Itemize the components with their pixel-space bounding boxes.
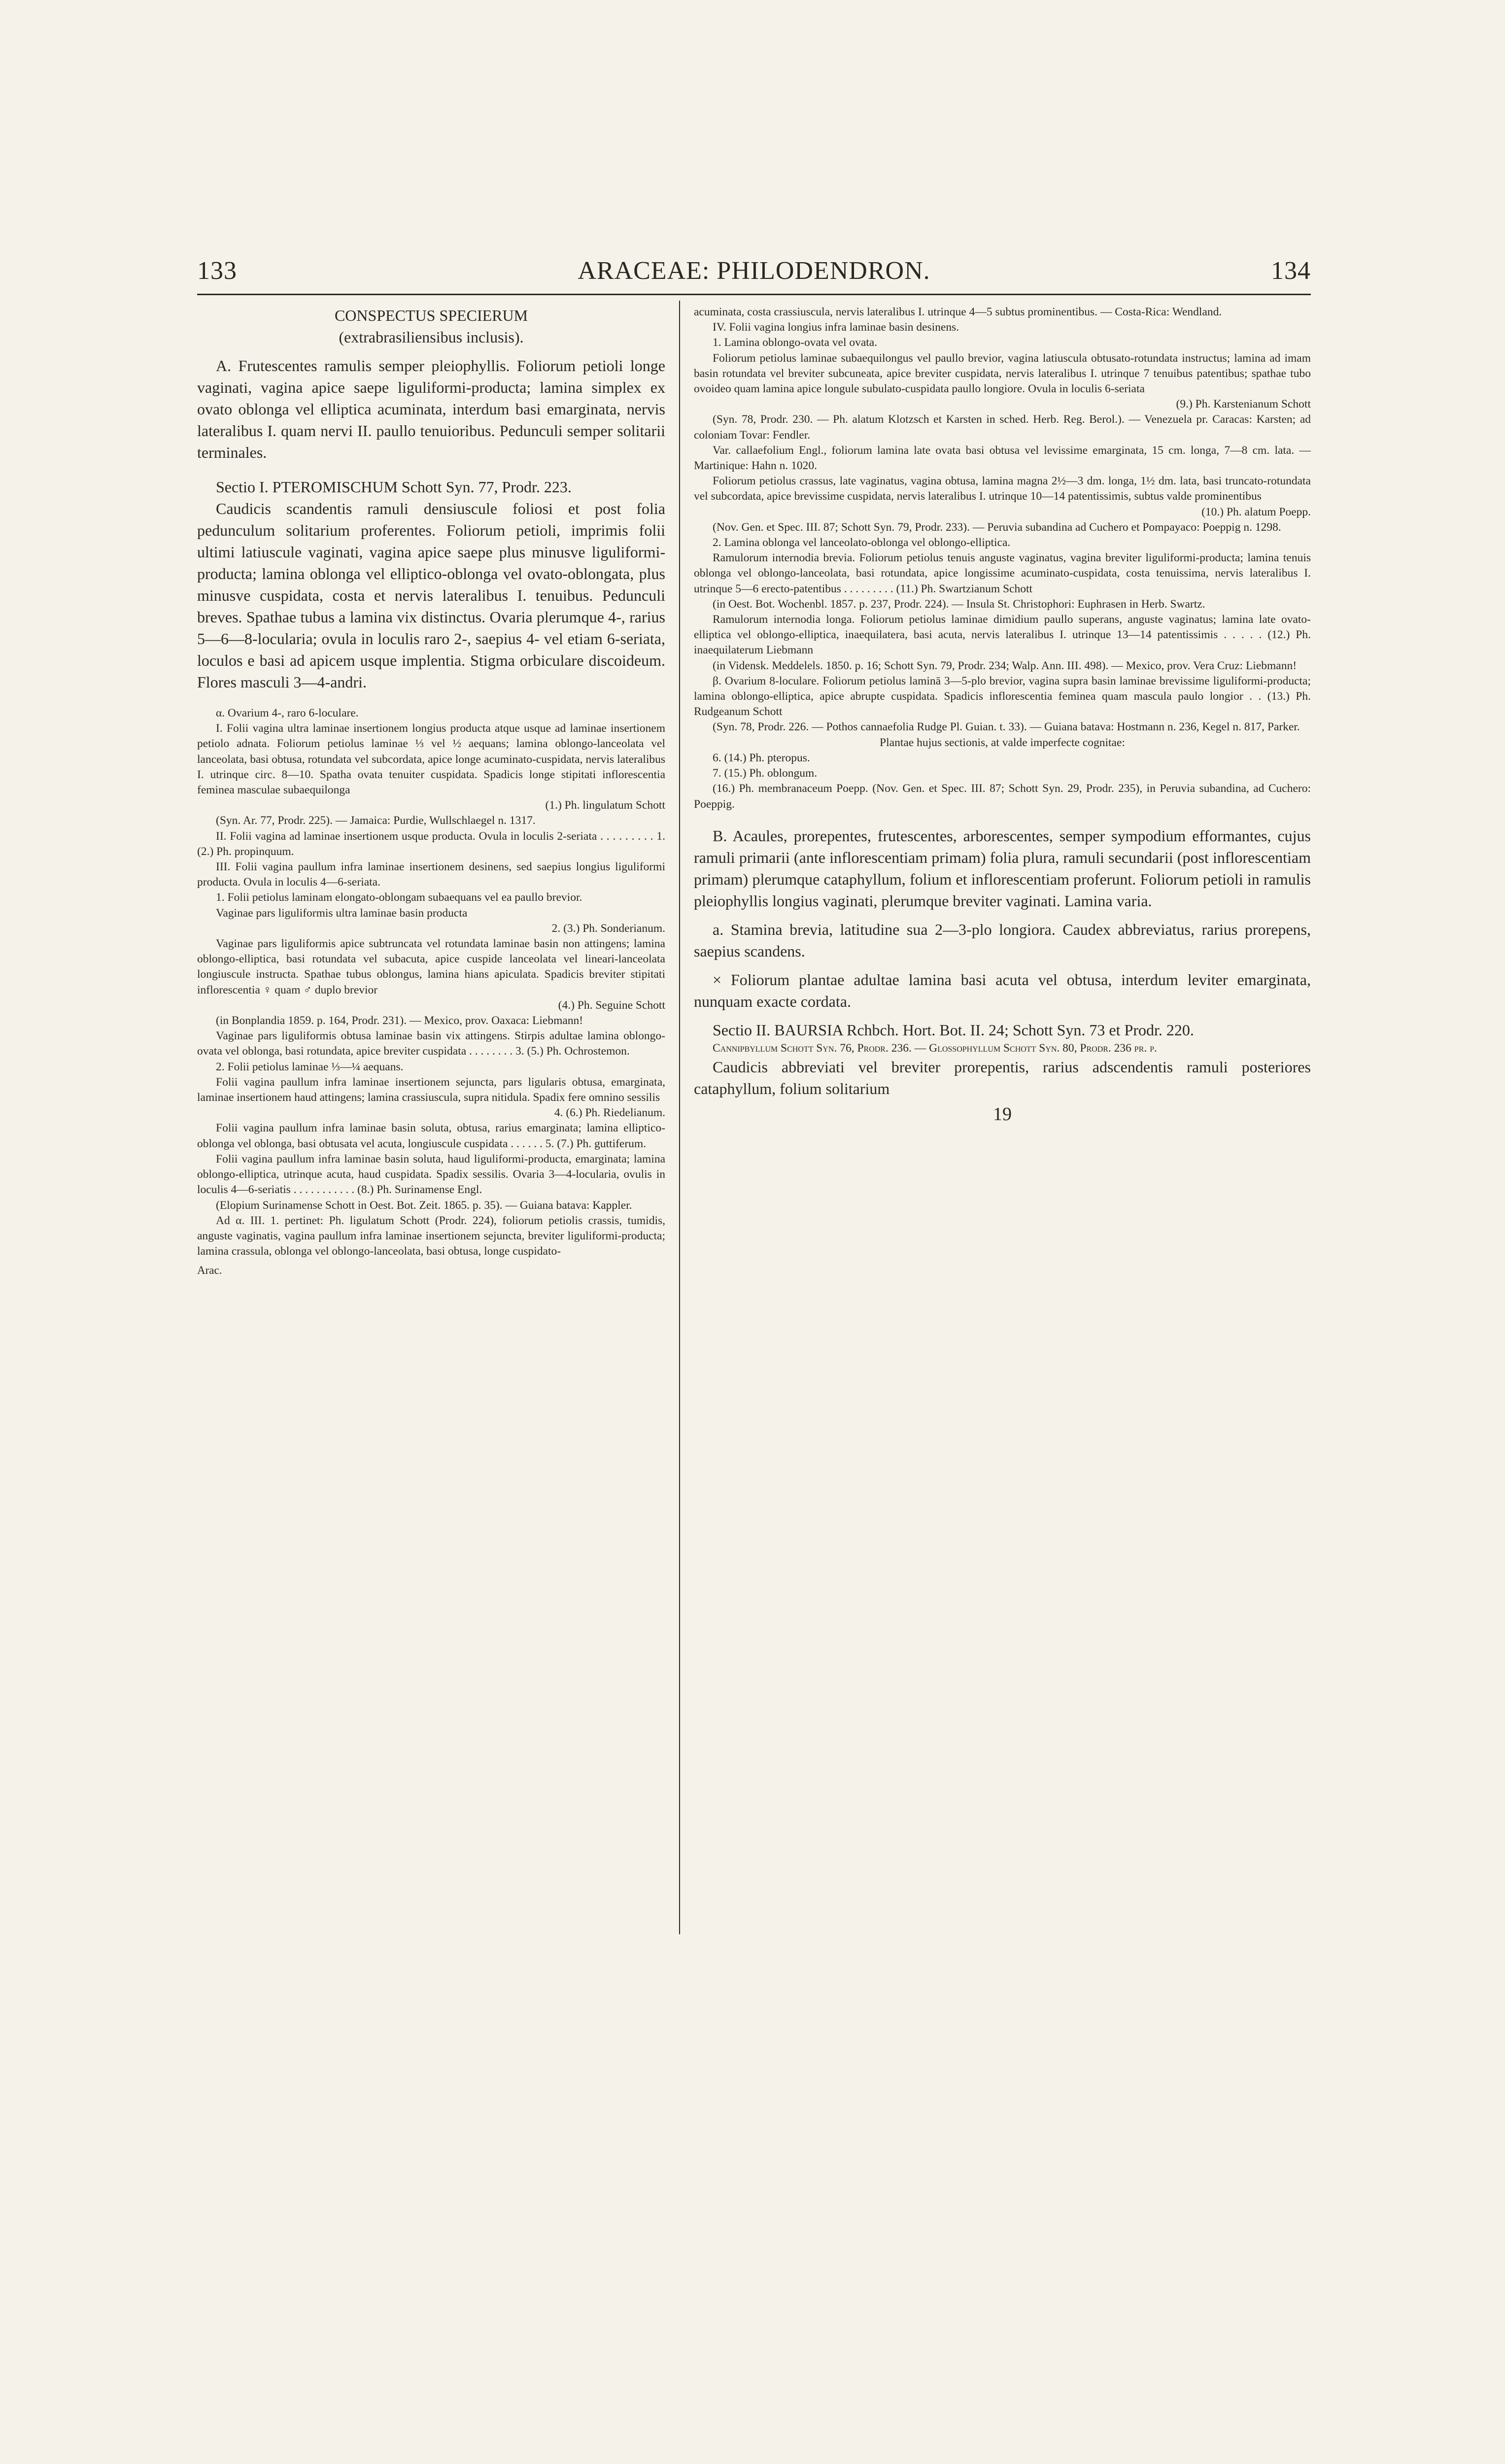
sectio-2-heading: Sectio II. BAURSIA Rchbch. Hort. Bot. II. 24; Schott Syn. 73 et Prodr. 220. xyxy=(713,1021,1194,1039)
key-riedelianum-text: Folii vagina paullum infra laminae insertionem sejuncta, pars ligularis obtusa, emarginata, laminae insertionem haud attingens; lamina crassiuscula, supra nitidula. Spadix fere omnino sessilis xyxy=(197,1075,665,1104)
key-vaginae-producta: Vaginae pars liguliformis ultra laminae basin producta xyxy=(216,906,468,920)
citation-swartzianum: (in Oest. Bot. Wochenbl. 1857. p. 237, Prodr. 224). — Insula St. Christophori: Euphrasen in Herb. Swartz. xyxy=(713,597,1205,611)
citation-seguine: (in Bonplandia 1859. p. 164, Prodr. 231). — Mexico, prov. Oaxaca: Liebmann! xyxy=(216,1014,583,1027)
signature-mark: Arac. xyxy=(197,1264,222,1277)
conspectus-subheading: (extrabrasiliensibus inclusis). xyxy=(339,328,524,346)
species-pteropus: 6. (14.) Ph. pteropus. xyxy=(713,751,810,764)
species-oblongum: 7. (15.) Ph. oblongum. xyxy=(713,767,818,780)
key-alpha-III: III. Folii vagina paullum infra laminae insertionem desinens, sed saepius longius liguliformi producta. Ovula in loculis 4—6-seriata. xyxy=(197,860,665,889)
sectio-2-description: Caudicis abbreviati vel breviter prorepentis, rarius adscendentis ramuli posteriores cataphyllum, folium solitarium xyxy=(694,1058,1311,1097)
right-column xyxy=(694,305,1311,1960)
sectio-1-heading: Sectio I. PTEROMISCHUM Schott Syn. 77, Prodr. 223. xyxy=(216,478,572,496)
key-alpha-I: I. Folii vagina ultra laminae insertionem longius producta atque usque ad laminae insertionem petiolo adnata. Foliorum petiolus laminae ⅓ vel ½ aequans; lamina oblongo-lanceolata vel lanceolata, basi obtusa, rotundata vel subcordata, apice longe acuminato-cuspidata, nervis lateralibus I. utrinque circ. 8—10. Spatha ovata tenuiter cuspidata. Spadicis longe stipitati inflorescentia feminea masculae subaequilonga xyxy=(197,722,665,797)
key-alpha: α. Ovarium 4-, raro 6-loculare. xyxy=(216,707,359,719)
species-riedelianum: 4. (6.) Ph. Riedelianum. xyxy=(554,1106,665,1120)
key-surinamense: Folii vagina paullum infra laminae basin soluta, haud liguliformi-producta, emarginata; lamina oblongo-elliptica, utrinque acuta, haud cuspidata. Spadix sessilis. Ovaria 3—4-locularia, ovulis in loculis 4—6-seriatis . . . . . . . . . . . (8.) Ph. Surinamense Engl. xyxy=(197,1152,665,1197)
key-inaequilaterum: Ramulorum internodia longa. Foliorum petiolus laminae dimidium paullo superans, anguste vaginatus; lamina late ovato-elliptica vel oblongo-elliptica, inaequilatera, basi acuta, nervis lateralibus I. utrinque 13—14 patentissimis . . . . . (12.) Ph. inaequilaterum Liebmann xyxy=(694,613,1311,657)
species-alatum: (10.) Ph. alatum Poepp. xyxy=(1201,505,1311,518)
key-IV-1: 1. Lamina oblongo-ovata vel ovata. xyxy=(713,336,878,349)
variety-callaefolium: Var. callaefolium Engl., foliorum lamina late ovata basi obtusa vel levissime emarginata, 15 cm. longa, 7—8 cm. lata. — Martinique: Hahn n. 1020. xyxy=(694,444,1311,473)
key-beta-rudgeanum: β. Ovarium 8-loculare. Foliorum petiolus laminā 3—5-plo brevior, vagina supra basin laminae brevissime liguliformi-producta; lamina oblongo-elliptica, apice abrupte cuspidata. Spadicis inflorescentia feminea quam mascula paulo longior . . (13.) Ph. Rudgeanum Schott xyxy=(694,674,1311,719)
citation-lingulatum: (Syn. Ar. 77, Prodr. 225). — Jamaica: Purdie, Wullschlaegel n. 1317. xyxy=(216,814,536,827)
key-karstenianum-text: Foliorum petiolus laminae subaequilongus vel paullo brevior, vagina latiuscula obtusato-rotundata instructus; lamina ad imam basin rotundata vel breviter subcuneata, apice breviter cuspidata, nervis lateralibus I. utrinque 7 tenuibus patentibus; spathae tubo ovoideo quam lamina apice longule subulato-cuspidata paullo longiore. Ovula in loculis 6-seriata xyxy=(694,351,1311,396)
running-title: ARACEAE: PHILODENDRON. xyxy=(578,257,930,285)
page-number-right: 134 xyxy=(1271,257,1311,285)
running-head xyxy=(197,256,1311,296)
species-membranaceum: (16.) Ph. membranaceum Poepp. (Nov. Gen. et Spec. III. 87; Schott Syn. 29, Prodr. 235), in Peruvia subandina, ad Cuchero: Poeppig. xyxy=(694,782,1311,811)
cross-group-paragraph: × Foliorum plantae adultae lamina basi acuta vel obtusa, interdum leviter emarginata, nunquam exacte cordata. xyxy=(694,970,1311,1010)
species-karstenianum: (9.) Ph. Karstenianum Schott xyxy=(1176,398,1311,411)
note-ligulatum: Ad α. III. 1. pertinet: Ph. ligulatum Schott (Prodr. 224), foliorum petiolis crassis, tumidis, anguste vaginatis, vagina paullum infra laminae insertionem sejuncta, breviter liguliformi-producta; lamina crassula, oblonga vel oblongo-lanceolata, basi obtusa, longe cuspidato- xyxy=(197,1214,665,1258)
sectio-2-synonyms: Cannipbyllum Schott Syn. 76, Prodr. 236. — Glossophyllum Schott Syn. 80, Prodr. 236 pr. p. xyxy=(713,1041,1157,1055)
column-divider xyxy=(679,301,680,1934)
citation-surinamense: (Elopium Surinamense Schott in Oest. Bot. Zeit. 1865. p. 35). — Guiana batava: Kappler. xyxy=(216,1198,632,1212)
continuation-ligulatum: acuminata, costa crassiuscula, nervis lateralibus I. utrinque 4—5 subtus prominentibus. — Costa-Rica: Wendland. xyxy=(694,306,1222,318)
subgroup-a-paragraph: a. Stamina brevia, latitudine sua 2—3-plo longiora. Caudex abbreviatus, rarius prorepens, saepius scandens. xyxy=(694,920,1311,960)
key-IV-2: 2. Lamina oblonga vel lanceolato-oblonga vel oblongo-elliptica. xyxy=(713,536,1011,549)
key-ochrostemon: Vaginae pars liguliformis obtusa laminae basin vix attingens. Stirpis adultae lamina oblongo-ovata vel oblonga, basi rotundata, apice breviter cuspidata . . . . . . . . 3. (5.) Ph. Ochrostemon. xyxy=(197,1029,665,1058)
key-alpha-IV: IV. Folii vagina longius infra laminae basin desinens. xyxy=(713,321,959,334)
group-b-paragraph: B. Acaules, prorepentes, frutescentes, arborescentes, semper sympodium efformantes, cujus ramuli primarii (ante inflorescentiam primam) folia plura, ramuli secundarii (post inflorescentiam primam) plerumque cataphyllum, folium et inflorescentiam proferunt. Foliorum petioli in ramulis pleiophyllis longius vaginati, plerumque breviter vaginati. Lamina varia. xyxy=(694,826,1311,910)
key-III-1: 1. Folii petiolus laminam elongato-oblongam subaequans vel ea paullo brevior. xyxy=(216,891,582,904)
key-vaginae-subtruncata: Vaginae pars liguliformis apice subtruncata vel rotundata laminae basin non attingens; lamina oblongo-elliptica, basi rotundata vel subacuta, apice cuspide lanceolata vel lineari-lanceolata longiuscule instructa. Spathae tubus oblongus, lamina hians apiculata. Spadicis breviter stipitati inflorescentia ♀ quam ♂ duplo brevior xyxy=(197,937,665,996)
citation-alatum: (Nov. Gen. et Spec. III. 87; Schott Syn. 79, Prodr. 233). — Peruvia subandina ad Cuchero et Pompayaco: Poeppig n. 1298. xyxy=(713,520,1281,534)
citation-inaequilaterum: (in Vidensk. Meddelels. 1850. p. 16; Schott Syn. 79, Prodr. 234; Walp. Ann. III. 498). — Mexico, prov. Vera Cruz: Liebmann! xyxy=(713,659,1297,672)
key-III-2: 2. Folii petiolus laminae ⅓—¼ aequans. xyxy=(216,1060,404,1073)
key-guttiferum: Folii vagina paullum infra laminae basin soluta, obtusa, rarius emarginata; lamina elliptico-oblonga vel oblonga, basi obtusata vel acuta, longiuscule cuspidata . . . . . . 5. (7.) Ph. guttiferum. xyxy=(197,1122,665,1150)
citation-karstenianum: (Syn. 78, Prodr. 230. — Ph. alatum Klotzsch et Karsten in sched. Herb. Reg. Berol.). — Venezuela pr. Caracas: Karsten; ad coloniam Tovar: Fendler. xyxy=(694,413,1311,442)
page-number-left: 133 xyxy=(197,257,237,285)
group-a-paragraph: A. Frutescentes ramulis semper pleiophyllis. Foliorum petioli longe vaginati, vagina apice saepe liguliformi-producta; lamina simplex ex ovato oblonga vel elliptica acuminata, interdum basi emarginata, nervis lateralibus I. quam nervi II. paullo tenuioribus. Pedunculi semper solitarii terminales. xyxy=(197,357,665,461)
species-sonderianum: 2. (3.) Ph. Sonderianum. xyxy=(551,922,665,935)
key-alatum-text: Foliorum petiolus crassus, late vaginatus, vagina obtusa, lamina magna 2½—3 dm. longa, 1½ dm. lata, basi truncato-rotundata vel subcordata, apice brevissime cuspidata, nervis lateralibus I. utrinque 10—14 patentissimis, subtus valde prominentibus xyxy=(694,475,1311,503)
species-lingulatum: (1.) Ph. lingulatum Schott xyxy=(545,799,665,812)
citation-rudgeanum: (Syn. 78, Prodr. 226. — Pothos cannaefolia Rudge Pl. Guian. t. 33). — Guiana batava: Hostmann n. 236, Kegel n. 817, Parker. xyxy=(713,720,1300,734)
left-column xyxy=(197,305,665,1955)
key-swartzianum: Ramulorum internodia brevia. Foliorum petiolus tenuis anguste vaginatus, vagina breviter liguliformi-producta; lamina tenuis oblonga vel oblongo-lanceolata, basi rotundata, apice longissime acuminato-cuspidata, costa tenuissima, nervis lateralibus I. utrinque 5—6 erecto-patentibus . . . . . . . . . (11.) Ph. Swartzianum Schott xyxy=(694,551,1311,595)
conspectus-heading: CONSPECTUS SPECIERUM xyxy=(334,307,528,324)
key-alpha-II: II. Folii vagina ad laminae insertionem usque producta. Ovula in loculis 2-seriata . . . . . . . . . 1. (2.) Ph. propinquum. xyxy=(197,829,665,858)
imperfect-species-heading: Plantae hujus sectionis, at valde imperfecte cognitae: xyxy=(880,736,1125,749)
sectio-1-description: Caudicis scandentis ramuli densiuscule foliosi et post folia pedunculum solitarium proferentes. Foliorum petioli, imprimis folii ultimi latiuscule vaginati, vagina apice saepe plus minusve liguliformi-producta; lamina oblonga vel elliptico-oblonga vel ovato-oblongata, plus minusve cuspidata, costa et nervis lateralibus I. tenuibus. Pedunculi breves. Spathae tubus a lamina vix distinctus. Ovaria plerumque 4-, rarius 5—6—8-locularia; ovula in loculis raro 2-, saepius 4- vel etiam 6-seriata, loculos e basi ad apicem usque implentia. Stigma orbiculare discoideum. Flores masculi 3—4-andri. xyxy=(197,500,665,691)
signature-number: 19 xyxy=(993,1103,1012,1125)
header-rule xyxy=(197,294,1311,295)
species-seguine: (4.) Ph. Seguine Schott xyxy=(558,998,665,1012)
